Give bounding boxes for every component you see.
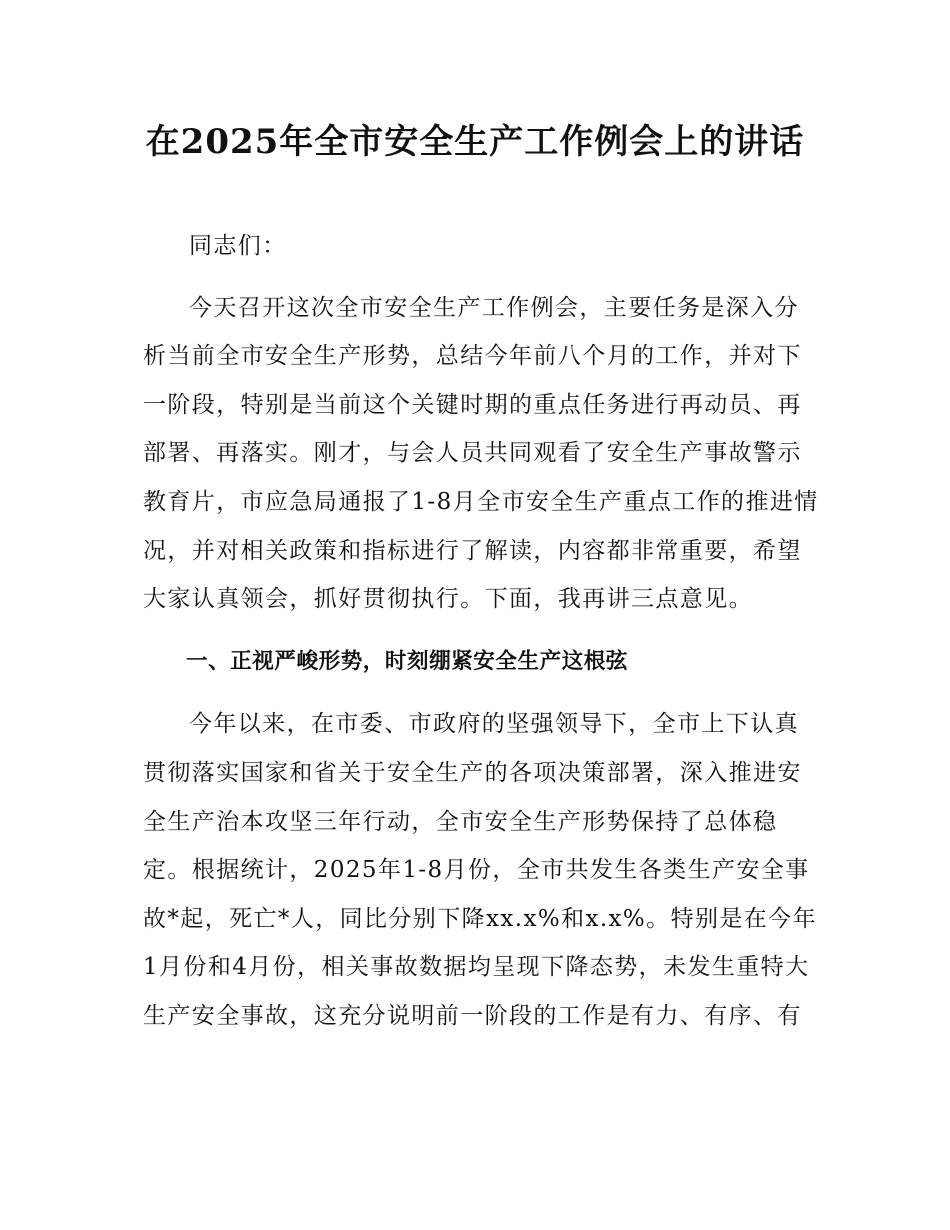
section-one-heading: 一、正视严峻形势，时刻绷紧安全生产这根弦 [186, 648, 629, 674]
section-one-paragraph: 今年以来，在市委、市政府的坚强领导下，全市上下认真贯彻落实国家和省关于安全生产的各项决策部署，深入推进安全生产治本攻坚三年行动，全市安全生产形势保持了总体稳定。根据统计，2025年1-8月份，全市共发生各类生产安全事故*起，死亡*人，同比分别下降xx.x%和x.x%。特别是在今年1月份和4月份，相关事故数据均呈现下降态势，未发生重特大生产安全事故，这充分说明前一阶段的工作是有力、有序、有 [143, 711, 817, 1029]
document-title: 在2025年全市安全生产工作例会上的讲话 [145, 122, 805, 162]
salutation: 同志们： [189, 233, 287, 259]
document-body [143, 222, 823, 1055]
intro-paragraph: 今天召开这次全市安全生产工作例会，主要任务是深入分析当前全市安全生产形势，总结今年前八个月的工作，并对下一阶段，特别是当前这个关键时期的重点任务进行再动员、再部署、再落实。刚才，与会人员共同观看了安全生产事故警示教育片，市应急局通报了1-8月全市安全生产重点工作的推进情况，并对相关政策和指标进行了解读，内容都非常重要，希望大家认真领会，抓好贯彻执行。下面，我再讲三点意见。 [143, 294, 819, 613]
